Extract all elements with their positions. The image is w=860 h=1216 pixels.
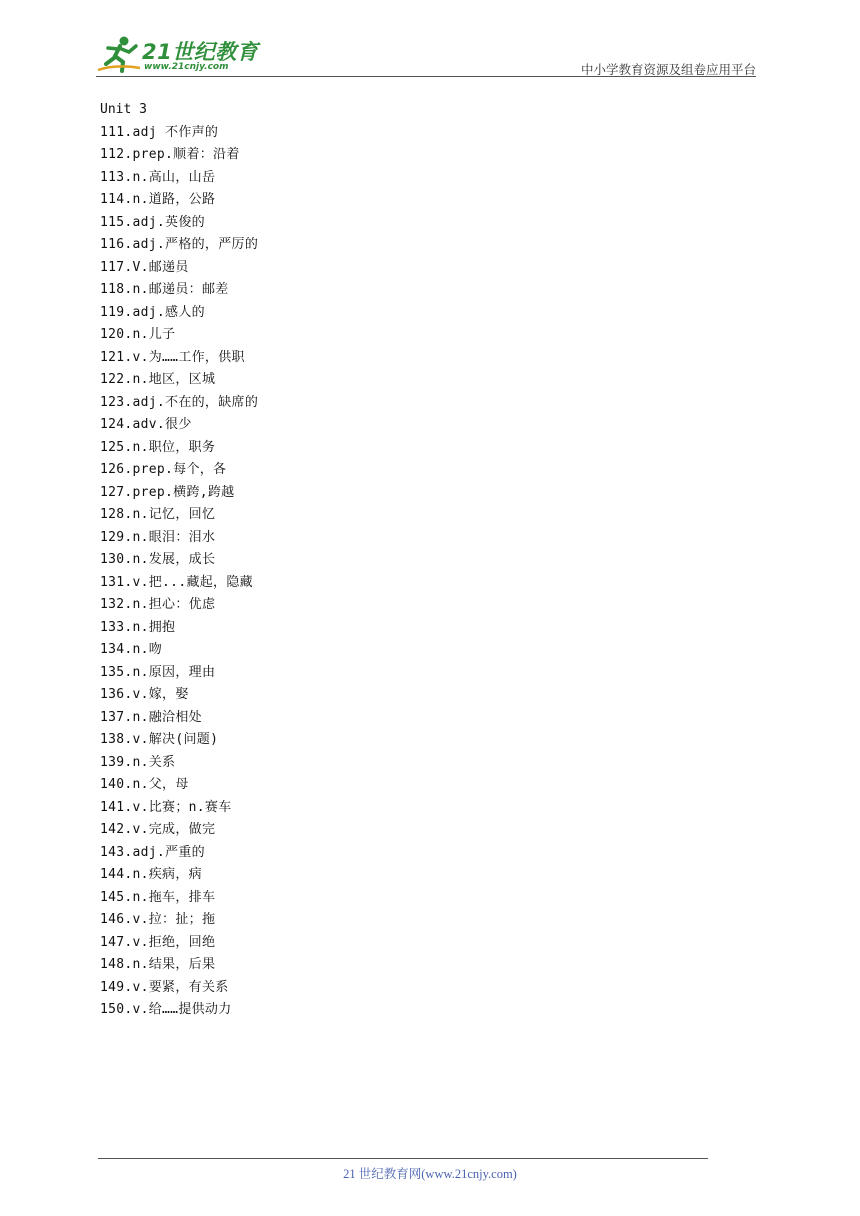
footer-divider	[98, 1158, 708, 1159]
vocab-entry: 126.prep.每个，各	[100, 462, 227, 477]
header-divider	[96, 76, 756, 77]
header-tagline: 中小学教育资源及组卷应用平台	[580, 62, 756, 77]
vocab-entry: 118.n.邮递员：邮差	[100, 282, 229, 297]
vocab-entry: 131.v.把...藏起，隐藏	[100, 574, 253, 590]
vocab-entry: 132.n.担心：优虑	[100, 597, 216, 612]
page-header	[0, 0, 860, 80]
vocab-entry: 133.n.拥抱	[100, 619, 176, 635]
footer-link[interactable]: 21 世纪教育网(www.21cnjy.com)	[343, 1167, 517, 1181]
vocab-entry: 142.v.完成，做完	[100, 822, 216, 837]
vocab-entry: 122.n.地区，区城	[100, 372, 216, 387]
vocab-entry: 137.n.融洽相处	[100, 709, 202, 725]
running-man-icon	[96, 34, 142, 74]
vocab-entry: 128.n.记忆，回忆	[100, 507, 216, 522]
vocab-entry: 114.n.道路，公路	[100, 192, 216, 207]
vocab-entry: 111.adj 不作声的	[100, 124, 219, 140]
vocab-entry: 117.V.邮递员	[100, 259, 189, 275]
vocab-entry: 144.n.疾病，病	[100, 867, 202, 882]
vocab-entry: 149.v.要紧，有关系	[100, 979, 229, 995]
vocab-entry: 115.adj.英俊的	[100, 214, 205, 230]
logo-text: 21世纪教育	[142, 40, 259, 64]
vocab-entry: 141.v.比赛；n.赛车	[100, 799, 232, 815]
vocab-entry: 145.n.拖车，排车	[100, 889, 216, 905]
vocab-entry: 136.v.嫁，娶	[100, 687, 189, 702]
vocab-entry: 121.v.为……工作，供职	[100, 349, 245, 365]
vocab-entry: 130.n.发展，成长	[100, 552, 216, 567]
vocab-entry: 146.v.拉：扯；拖	[100, 912, 216, 927]
vocab-entry: 147.v.拒绝，回绝	[100, 934, 216, 950]
vocab-entry: 113.n.高山，山岳	[100, 169, 216, 185]
vocab-entry: 134.n.吻	[100, 642, 163, 657]
vocab-entry: 125.n.职位，职务	[100, 439, 216, 455]
vocab-entry: 140.n.父，母	[100, 777, 189, 792]
vocab-entry: 148.n.结果，后果	[100, 957, 216, 972]
vocab-entry: 124.adv.很少	[100, 417, 192, 432]
vocab-entry: 127.prep.横跨,跨越	[100, 484, 235, 500]
vocab-entry: 138.v.解决(问题)	[100, 732, 219, 747]
vocab-entry: 129.n.眼泪：泪水	[100, 529, 216, 545]
vocab-entry: 119.adj.感人的	[100, 304, 205, 320]
unit-title: Unit 3	[100, 102, 147, 117]
site-logo[interactable]	[96, 34, 266, 76]
vocabulary-list	[100, 99, 720, 1022]
vocab-entry: 120.n.儿子	[100, 327, 176, 342]
vocab-entry: 135.n.原因，理由	[100, 664, 216, 680]
vocab-entry: 143.adj.严重的	[100, 844, 205, 860]
vocab-entry: 150.v.给……提供动力	[100, 1002, 232, 1017]
vocab-entry: 123.adj.不在的，缺席的	[100, 394, 259, 410]
vocab-entry: 139.n.关系	[100, 754, 176, 770]
logo-url: www.21cnjy.com	[144, 62, 229, 72]
vocab-entry: 116.adj.严格的，严厉的	[100, 237, 259, 252]
vocab-entry: 112.prep.顺着：沿着	[100, 147, 240, 162]
